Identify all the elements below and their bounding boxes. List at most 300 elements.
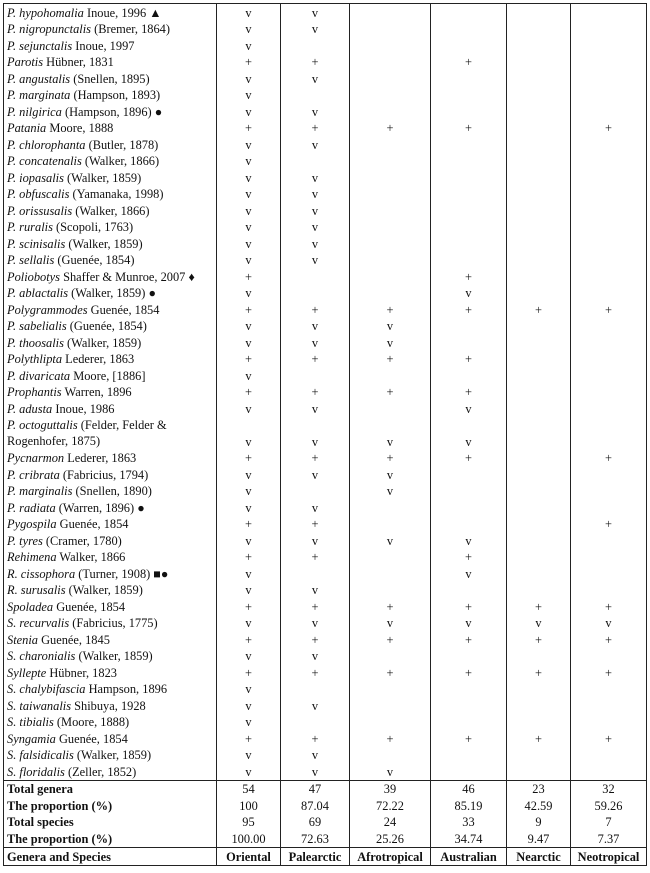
region-presence-cell — [571, 417, 647, 450]
region-presence-cell — [571, 532, 647, 549]
region-presence-cell: v — [217, 615, 281, 632]
header-region-oriental: Oriental — [217, 847, 281, 865]
taxon-authority: Guenée, 1854 — [87, 302, 160, 317]
region-presence-cell: + — [350, 301, 431, 318]
region-presence-cell: v — [281, 219, 350, 236]
region-presence-cell: v — [281, 747, 350, 764]
region-presence-cell: + — [507, 631, 571, 648]
table-row — [4, 747, 647, 764]
taxon-name-cell — [4, 252, 217, 269]
region-presence-cell: + — [217, 664, 281, 681]
region-presence-cell: v — [217, 87, 281, 104]
table-row — [4, 136, 647, 153]
region-presence-cell: v — [431, 417, 507, 450]
region-presence-cell — [431, 186, 507, 203]
region-presence-cell: v — [217, 532, 281, 549]
region-presence-cell: + — [571, 664, 647, 681]
taxon-authority: Guenée, 1845 — [37, 632, 110, 647]
region-presence-cell — [507, 318, 571, 335]
table-row — [4, 483, 647, 500]
region-presence-cell — [431, 202, 507, 219]
region-presence-cell: v — [431, 532, 507, 549]
summary-label: The proportion (%) — [4, 830, 217, 847]
taxon-name-cell — [4, 54, 217, 71]
taxon-authority: Hübner, 1823 — [46, 665, 117, 680]
taxon-name: S. recurvalis — [7, 616, 70, 630]
region-presence-cell: + — [281, 631, 350, 648]
region-presence-cell — [431, 714, 507, 731]
region-presence-cell — [571, 367, 647, 384]
region-presence-cell: v — [281, 318, 350, 335]
region-presence-cell — [571, 136, 647, 153]
taxon-name-cell — [4, 186, 217, 203]
region-presence-cell — [431, 87, 507, 104]
taxon-authority: (Snellen, 1890) — [72, 484, 152, 498]
region-presence-cell: v — [431, 285, 507, 302]
taxon-authority: Lederer, 1863 — [64, 451, 137, 465]
region-presence-cell: v — [217, 400, 281, 417]
region-presence-cell — [350, 565, 431, 582]
taxon-name: Rehimena — [7, 550, 57, 564]
taxon-name: P. iopasalis — [7, 170, 64, 185]
taxon-name: P. nigropunctalis — [7, 22, 91, 36]
region-presence-cell — [507, 417, 571, 450]
taxon-authority: (Walker, 1859) — [63, 170, 142, 185]
region-presence-cell — [507, 120, 571, 137]
table-row — [4, 70, 647, 87]
region-presence-cell: v — [217, 202, 281, 219]
taxon-name-cell — [4, 87, 217, 104]
taxon-name: Polygrammodes — [7, 302, 88, 317]
region-presence-cell: v — [350, 532, 431, 549]
region-presence-cell: v — [217, 4, 281, 21]
region-presence-cell — [571, 37, 647, 54]
region-presence-cell — [507, 202, 571, 219]
taxon-authority: (Walker, 1859) ● — [68, 286, 156, 300]
table-row — [4, 252, 647, 269]
table-row — [4, 697, 647, 714]
region-presence-cell — [507, 54, 571, 71]
summary-label: The proportion (%) — [4, 797, 217, 814]
summary-value: 7 — [571, 814, 647, 831]
taxon-name-cell — [4, 120, 217, 137]
taxon-authority: Moore, 1888 — [46, 121, 114, 135]
region-presence-cell — [350, 4, 431, 21]
taxon-authority: (Fabricius, 1794) — [59, 467, 149, 482]
region-presence-cell: v — [217, 582, 281, 599]
region-presence-cell — [431, 37, 507, 54]
region-presence-cell: + — [431, 351, 507, 368]
summary-value: 72.63 — [281, 830, 350, 847]
region-presence-cell: + — [217, 598, 281, 615]
region-presence-cell — [431, 648, 507, 665]
region-presence-cell: + — [350, 120, 431, 137]
taxon-name: P. cribrata — [7, 467, 60, 482]
taxon-authority: (Turner, 1908) ■● — [75, 566, 169, 581]
table-body — [4, 4, 647, 866]
region-presence-cell — [350, 153, 431, 170]
taxon-authority: (Fabricius, 1775) — [69, 616, 158, 630]
region-presence-cell: + — [507, 664, 571, 681]
taxon-name-cell — [4, 483, 217, 500]
taxon-name: P. angustalis — [7, 71, 71, 86]
region-presence-cell — [507, 351, 571, 368]
summary-value: 95 — [217, 814, 281, 831]
region-presence-cell — [507, 4, 571, 21]
summary-row — [4, 814, 647, 831]
taxon-name-cell — [4, 235, 217, 252]
table-row — [4, 565, 647, 582]
region-presence-cell — [571, 103, 647, 120]
taxon-name: P. octoguttalis — [7, 417, 78, 432]
region-presence-cell: v — [217, 681, 281, 698]
region-presence-cell: v — [431, 565, 507, 582]
region-presence-cell: v — [217, 37, 281, 54]
region-presence-cell — [571, 268, 647, 285]
region-presence-cell: v — [281, 532, 350, 549]
taxon-name: P. obfuscalis — [7, 187, 70, 201]
taxon-authority: (Warren, 1896) ● — [55, 500, 145, 515]
region-presence-cell: v — [217, 714, 281, 731]
taxon-authority: Inoue, 1997 — [72, 38, 135, 53]
table-row — [4, 681, 647, 698]
region-presence-cell: + — [281, 664, 350, 681]
region-presence-cell — [350, 516, 431, 533]
region-presence-cell: + — [281, 384, 350, 401]
region-presence-cell — [281, 565, 350, 582]
summary-value: 100.00 — [217, 830, 281, 847]
region-presence-cell — [431, 763, 507, 780]
region-presence-cell: + — [217, 631, 281, 648]
taxon-name-cell — [4, 549, 217, 566]
taxon-name-cell — [4, 565, 217, 582]
region-presence-cell: v — [281, 4, 350, 21]
region-presence-cell — [507, 532, 571, 549]
taxon-name: P. nilgirica — [7, 104, 62, 119]
region-presence-cell — [507, 582, 571, 599]
taxon-name-cell — [4, 532, 217, 549]
header-region-australian: Australian — [431, 847, 507, 865]
header-region-neotropical: Neotropical — [571, 847, 647, 865]
taxon-name: P. sejunctalis — [7, 38, 73, 53]
summary-value: 25.26 — [350, 830, 431, 847]
region-presence-cell — [350, 235, 431, 252]
region-presence-cell: v — [281, 466, 350, 483]
taxon-authority: (Hampson, 1896) ● — [61, 104, 163, 119]
region-presence-cell: v — [281, 186, 350, 203]
region-presence-cell — [431, 219, 507, 236]
table-row — [4, 318, 647, 335]
taxon-name: P. divaricata — [7, 368, 71, 383]
region-presence-cell — [431, 252, 507, 269]
taxon-name: P. chlorophanta — [7, 137, 86, 152]
taxon-authority: (Walker, 1859) — [73, 748, 152, 762]
region-presence-cell: + — [350, 450, 431, 467]
table-row — [4, 103, 647, 120]
region-presence-cell: + — [217, 384, 281, 401]
region-presence-cell: v — [350, 466, 431, 483]
region-presence-cell — [571, 4, 647, 21]
region-presence-cell — [350, 252, 431, 269]
region-presence-cell: + — [217, 54, 281, 71]
region-presence-cell: v — [350, 763, 431, 780]
region-presence-cell: v — [281, 21, 350, 38]
region-presence-cell — [281, 681, 350, 698]
region-presence-cell — [350, 367, 431, 384]
summary-value: 23 — [507, 780, 571, 797]
taxon-name-cell — [4, 4, 217, 21]
region-presence-cell: + — [217, 268, 281, 285]
summary-value: 87.04 — [281, 797, 350, 814]
region-presence-cell — [507, 400, 571, 417]
region-presence-cell — [507, 136, 571, 153]
region-presence-cell — [507, 235, 571, 252]
region-presence-cell: v — [217, 747, 281, 764]
taxon-authority: Guenée, 1854 — [56, 517, 129, 531]
region-presence-cell: + — [281, 549, 350, 566]
region-presence-cell: + — [431, 730, 507, 747]
region-presence-cell — [571, 70, 647, 87]
region-presence-cell — [350, 186, 431, 203]
region-presence-cell — [507, 21, 571, 38]
taxon-authority: (Walker, 1859) — [75, 649, 153, 663]
region-presence-cell: + — [571, 598, 647, 615]
region-presence-cell: + — [217, 450, 281, 467]
table-row — [4, 499, 647, 516]
taxon-name-cell — [4, 615, 217, 632]
taxon-name-cell — [4, 202, 217, 219]
summary-value: 59.26 — [571, 797, 647, 814]
taxon-authority: Guenée, 1854 — [53, 599, 126, 614]
region-presence-cell — [571, 219, 647, 236]
taxon-authority: (Guenée, 1854) — [66, 319, 147, 333]
region-presence-cell — [350, 268, 431, 285]
region-presence-cell — [507, 499, 571, 516]
summary-label: Total genera — [4, 780, 217, 797]
taxon-authority: (Snellen, 1895) — [70, 71, 150, 86]
taxon-authority: Shaffer & Munroe, 2007 ♦ — [60, 269, 195, 284]
region-presence-cell: v — [350, 334, 431, 351]
taxon-authority: (Felder, Felder & Rogenhofer, 1875) — [7, 417, 167, 448]
taxon-authority: (Walker, 1859) — [65, 583, 143, 597]
region-presence-cell — [350, 87, 431, 104]
region-presence-cell: v — [217, 499, 281, 516]
region-presence-cell — [350, 285, 431, 302]
region-presence-cell — [350, 697, 431, 714]
region-presence-cell: + — [571, 301, 647, 318]
region-presence-cell: v — [281, 499, 350, 516]
region-presence-cell: v — [281, 582, 350, 599]
taxon-authority: (Walker, 1866) — [72, 203, 150, 218]
summary-value: 46 — [431, 780, 507, 797]
region-presence-cell — [507, 334, 571, 351]
region-presence-cell — [507, 384, 571, 401]
region-presence-cell — [571, 235, 647, 252]
region-presence-cell: v — [217, 235, 281, 252]
region-presence-cell — [571, 202, 647, 219]
taxon-name-cell — [4, 400, 217, 417]
region-presence-cell: + — [217, 351, 281, 368]
region-presence-cell: v — [281, 763, 350, 780]
table-row — [4, 21, 647, 38]
region-presence-cell — [431, 136, 507, 153]
table-row — [4, 730, 647, 747]
region-presence-cell: v — [281, 648, 350, 665]
region-presence-cell: v — [281, 202, 350, 219]
region-presence-cell: v — [217, 136, 281, 153]
region-presence-cell — [507, 565, 571, 582]
taxon-name: Parotis — [7, 55, 44, 69]
region-presence-cell — [281, 87, 350, 104]
region-presence-cell — [507, 219, 571, 236]
region-presence-cell: v — [350, 483, 431, 500]
column-header-row — [4, 847, 647, 865]
table-row — [4, 582, 647, 599]
taxon-authority: Guenée, 1854 — [55, 731, 128, 746]
taxon-name: P. thoosalis — [7, 335, 64, 350]
region-presence-cell: + — [431, 301, 507, 318]
region-presence-cell: v — [217, 334, 281, 351]
region-presence-cell: v — [281, 252, 350, 269]
header-region-nearctic: Nearctic — [507, 847, 571, 865]
taxon-authority: Moore, [1886] — [70, 368, 146, 383]
region-presence-cell: + — [281, 351, 350, 368]
region-presence-cell: + — [571, 730, 647, 747]
region-presence-cell: + — [507, 730, 571, 747]
region-presence-cell: v — [281, 103, 350, 120]
taxon-name: Patania — [7, 121, 47, 135]
taxon-name-cell — [4, 664, 217, 681]
taxon-name-cell — [4, 417, 217, 450]
region-presence-cell: + — [217, 516, 281, 533]
summary-value: 33 — [431, 814, 507, 831]
region-presence-cell: + — [281, 516, 350, 533]
table-row — [4, 648, 647, 665]
region-presence-cell — [507, 103, 571, 120]
region-presence-cell — [431, 235, 507, 252]
region-presence-cell — [350, 202, 431, 219]
region-presence-cell: v — [507, 615, 571, 632]
taxon-name-cell — [4, 516, 217, 533]
region-presence-cell — [431, 334, 507, 351]
table-row — [4, 37, 647, 54]
region-presence-cell — [350, 136, 431, 153]
table-row — [4, 202, 647, 219]
table-row — [4, 54, 647, 71]
region-presence-cell: v — [281, 334, 350, 351]
region-presence-cell: + — [281, 450, 350, 467]
region-presence-cell — [507, 87, 571, 104]
region-presence-cell: + — [431, 631, 507, 648]
summary-value: 85.19 — [431, 797, 507, 814]
region-presence-cell: v — [217, 219, 281, 236]
taxon-name: Prophantis — [7, 385, 62, 399]
table-row — [4, 334, 647, 351]
taxon-name: P. ablactalis — [7, 286, 69, 300]
region-presence-cell — [350, 549, 431, 566]
region-presence-cell — [571, 499, 647, 516]
taxon-authority: (Moore, 1888) — [53, 715, 130, 729]
summary-value: 9 — [507, 814, 571, 831]
table-row — [4, 285, 647, 302]
region-presence-cell: + — [217, 120, 281, 137]
region-presence-cell: v — [431, 615, 507, 632]
region-presence-cell — [571, 384, 647, 401]
region-presence-cell — [507, 153, 571, 170]
taxon-name-cell — [4, 631, 217, 648]
taxon-name-cell — [4, 70, 217, 87]
region-presence-cell: + — [431, 450, 507, 467]
table-row — [4, 153, 647, 170]
region-presence-cell — [507, 681, 571, 698]
region-presence-cell — [571, 334, 647, 351]
summary-row — [4, 830, 647, 847]
taxon-authority: Inoue, 1996 ▲ — [83, 5, 162, 20]
table-row — [4, 763, 647, 780]
region-presence-cell — [571, 565, 647, 582]
region-presence-cell — [431, 169, 507, 186]
region-presence-cell: + — [571, 516, 647, 533]
region-presence-cell — [507, 697, 571, 714]
region-presence-cell — [571, 252, 647, 269]
region-presence-cell — [350, 54, 431, 71]
summary-value: 39 — [350, 780, 431, 797]
region-presence-cell — [571, 466, 647, 483]
region-presence-cell — [431, 499, 507, 516]
region-presence-cell: + — [350, 384, 431, 401]
region-presence-cell: v — [281, 169, 350, 186]
table-row — [4, 219, 647, 236]
table-row — [4, 367, 647, 384]
region-presence-cell — [350, 37, 431, 54]
taxon-name: P. marginalis — [7, 484, 73, 498]
region-presence-cell — [507, 252, 571, 269]
taxon-name: S. chalybifascia — [7, 682, 86, 696]
taxon-name-cell — [4, 103, 217, 120]
table-row — [4, 400, 647, 417]
table-row — [4, 351, 647, 368]
region-presence-cell — [571, 697, 647, 714]
taxon-authority: (Cramer, 1780) — [42, 533, 122, 548]
table-row — [4, 417, 647, 450]
region-presence-cell: v — [217, 565, 281, 582]
region-presence-cell: v — [217, 186, 281, 203]
distribution-table-container — [3, 3, 646, 866]
region-presence-cell — [350, 648, 431, 665]
region-presence-cell: + — [281, 730, 350, 747]
region-presence-cell: v — [281, 400, 350, 417]
taxon-name: P. scinisalis — [7, 236, 66, 251]
taxon-authority: Inoue, 1986 — [52, 401, 115, 416]
region-presence-cell — [431, 153, 507, 170]
region-presence-cell — [350, 169, 431, 186]
region-presence-cell: + — [431, 598, 507, 615]
taxon-name-cell — [4, 301, 217, 318]
region-presence-cell — [281, 153, 350, 170]
table-row — [4, 120, 647, 137]
region-presence-cell: + — [217, 549, 281, 566]
region-presence-cell — [571, 21, 647, 38]
region-presence-cell — [281, 714, 350, 731]
taxon-name: Poliobotys — [7, 269, 60, 284]
table-row — [4, 450, 647, 467]
taxon-name-cell — [4, 285, 217, 302]
region-presence-cell — [350, 21, 431, 38]
taxon-authority: Shibuya, 1928 — [71, 698, 146, 713]
region-presence-cell — [571, 400, 647, 417]
region-presence-cell — [507, 37, 571, 54]
summary-value: 9.47 — [507, 830, 571, 847]
